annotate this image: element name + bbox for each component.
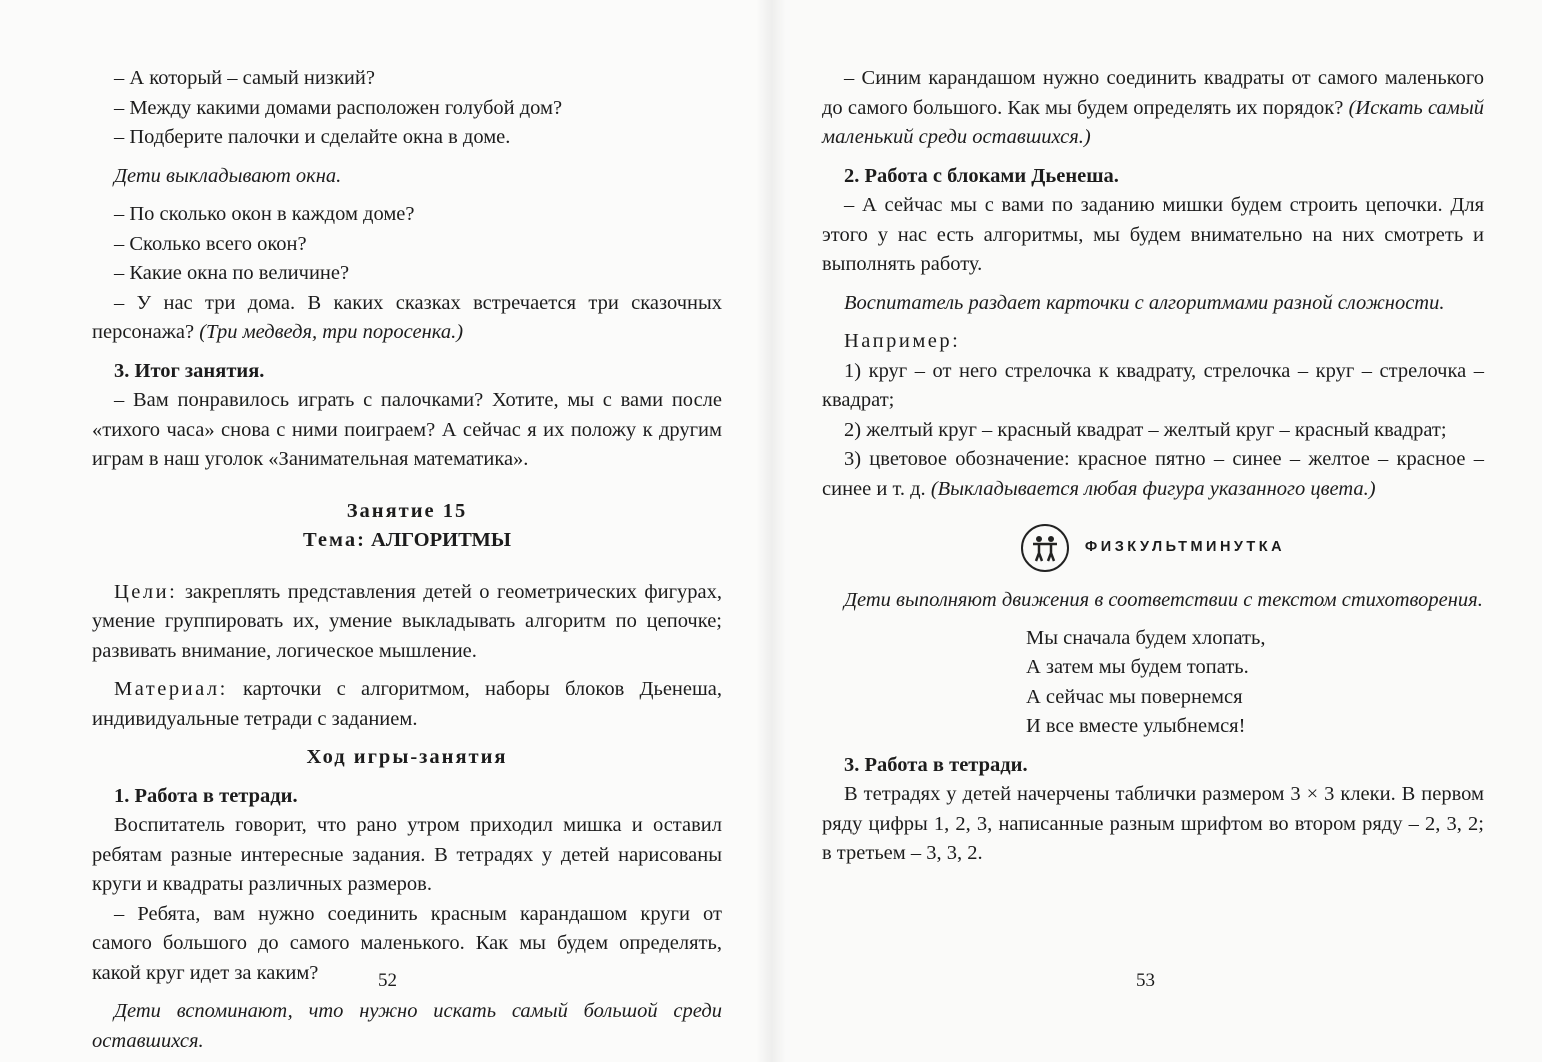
question-line: – Между какими домами расположен голубой дом? bbox=[114, 96, 563, 119]
poem-line: И все вместе улыбнемся! bbox=[1026, 715, 1246, 737]
book-gutter bbox=[756, 0, 786, 1062]
goals-text: закреплять представления детей о геометрических фигурах, умение группировать их, умение выкладывать алгоритм по цепочке; развивать внимание, логическое мышление. bbox=[92, 580, 722, 662]
question-line: – А который – самый низкий? bbox=[114, 67, 375, 89]
poem-line: А затем мы будем топать. bbox=[1026, 656, 1249, 678]
activity-note: Дети выкладывают окна. bbox=[114, 164, 342, 187]
section-heading: 3. Итог занятия. bbox=[114, 359, 265, 382]
topic-value: АЛГОРИТМЫ bbox=[371, 529, 511, 551]
example-paragraph bbox=[822, 445, 1484, 504]
page-number: 53 bbox=[1136, 970, 1155, 991]
material-label: Материал: bbox=[114, 678, 228, 700]
left-page-text bbox=[92, 64, 722, 1056]
poem-line: А сейчас мы повернемся bbox=[1026, 685, 1243, 708]
example-item: 2) желтый круг – красный квадрат – желтый круг – красный квадрат; bbox=[844, 418, 1447, 441]
course-heading: Ход игры-занятия bbox=[306, 746, 508, 768]
answer-text: (Три медведя, три поросенка.) bbox=[199, 321, 464, 343]
topic-label: Тема: bbox=[303, 529, 366, 551]
section-text: – Вам понравилось играть с палочками? Хотите, мы с вами после «тихого часа» снова с ними поиграем? А сейчас я их положу к другим играм в наш уголок «Занимательная математика». bbox=[92, 389, 722, 470]
question-text: – Синим карандашом нужно соединить квадраты от самого маленького до самого большого. Как мы будем определять их порядок? bbox=[822, 67, 1484, 119]
right-page-text bbox=[822, 64, 1484, 869]
step-heading: 1. Работа в тетради. bbox=[114, 784, 298, 807]
question-paragraph bbox=[92, 289, 722, 348]
step-text: – А сейчас мы с вами по заданию мишки будем строить цепочки. Для этого у нас есть алгоритмы, мы будем внимательно на них смотреть и выполнять работу. bbox=[822, 194, 1484, 275]
activity-note: Дети выполняют движения в соответствии с текстом стихотворения. bbox=[844, 589, 1483, 611]
step-heading: 3. Работа в тетради. bbox=[844, 753, 1028, 776]
step-heading: 2. Работа с блоками Дьенеша. bbox=[844, 164, 1119, 187]
question-line: – Сколько всего окон? bbox=[114, 232, 307, 255]
goals-label: Цели: bbox=[114, 580, 178, 603]
example-label: Например: bbox=[844, 330, 961, 352]
activity-note: Воспитатель раздает карточки с алгоритмами разной сложности. bbox=[844, 291, 1445, 314]
question-line: – Подберите палочки и сделайте окна в доме. bbox=[114, 126, 511, 148]
goals-paragraph bbox=[92, 578, 722, 667]
material-text: карточки с алгоритмом, наборы блоков Дьенеша, индивидуальные тетради с заданием. bbox=[92, 678, 723, 730]
step-text: Воспитатель говорит, что рано утром приходил мишка и оставил ребятам разные интересные задания. В тетрадях у детей нарисованы круги и квадраты различных размеров. bbox=[92, 814, 722, 895]
page-number: 52 bbox=[378, 970, 397, 991]
exercise-figures-icon bbox=[1021, 524, 1069, 572]
physminute-header bbox=[822, 524, 1484, 572]
question-line: – Какие окна по величине? bbox=[114, 262, 350, 284]
answer-text: (Искать самый маленький среди оставшихся.) bbox=[822, 96, 1484, 148]
example-note: (Выкладывается любая фигура указанного цвета.) bbox=[930, 477, 1376, 500]
topic-line bbox=[92, 526, 722, 556]
poem bbox=[1026, 624, 1484, 742]
lesson-title: Занятие 15 bbox=[346, 499, 468, 522]
question-line: – По сколько окон в каждом доме? bbox=[114, 203, 415, 225]
step-text: В тетрадях у детей начерчены таблички размером 3 × 3 клеки. В первом ряду цифры 1, 2, 3, написанные разным шрифтом во втором ряду – 2, 3, 2; в третьем – 3, 3, 2. bbox=[822, 783, 1484, 864]
example-item: 1) круг – от него стрелочка к квадрату, стрелочка – круг – стрелочка – квадрат; bbox=[822, 359, 1484, 411]
step-question: – Ребята, вам нужно соединить красным карандашом круги от самого большого до самого маленького. Как мы будем определять, какой круг идет за каким? bbox=[92, 902, 722, 984]
poem-line: Мы сначала будем хлопать, bbox=[1026, 626, 1266, 649]
question-text: – У нас три дома. В каких сказках встречается три сказочных персонажа? bbox=[92, 291, 722, 343]
physminute-label: ФИЗКУЛЬТМИНУТКА bbox=[1084, 539, 1286, 556]
question-paragraph bbox=[822, 64, 1484, 153]
material-paragraph bbox=[92, 675, 722, 734]
activity-note: Дети вспоминают, что нужно искать самый большой среди оставшихся. bbox=[92, 1000, 722, 1052]
example-item: 3) цветовое обозначение: красное пятно – синее – желтое – красное – синее и т. д. bbox=[822, 448, 1484, 500]
